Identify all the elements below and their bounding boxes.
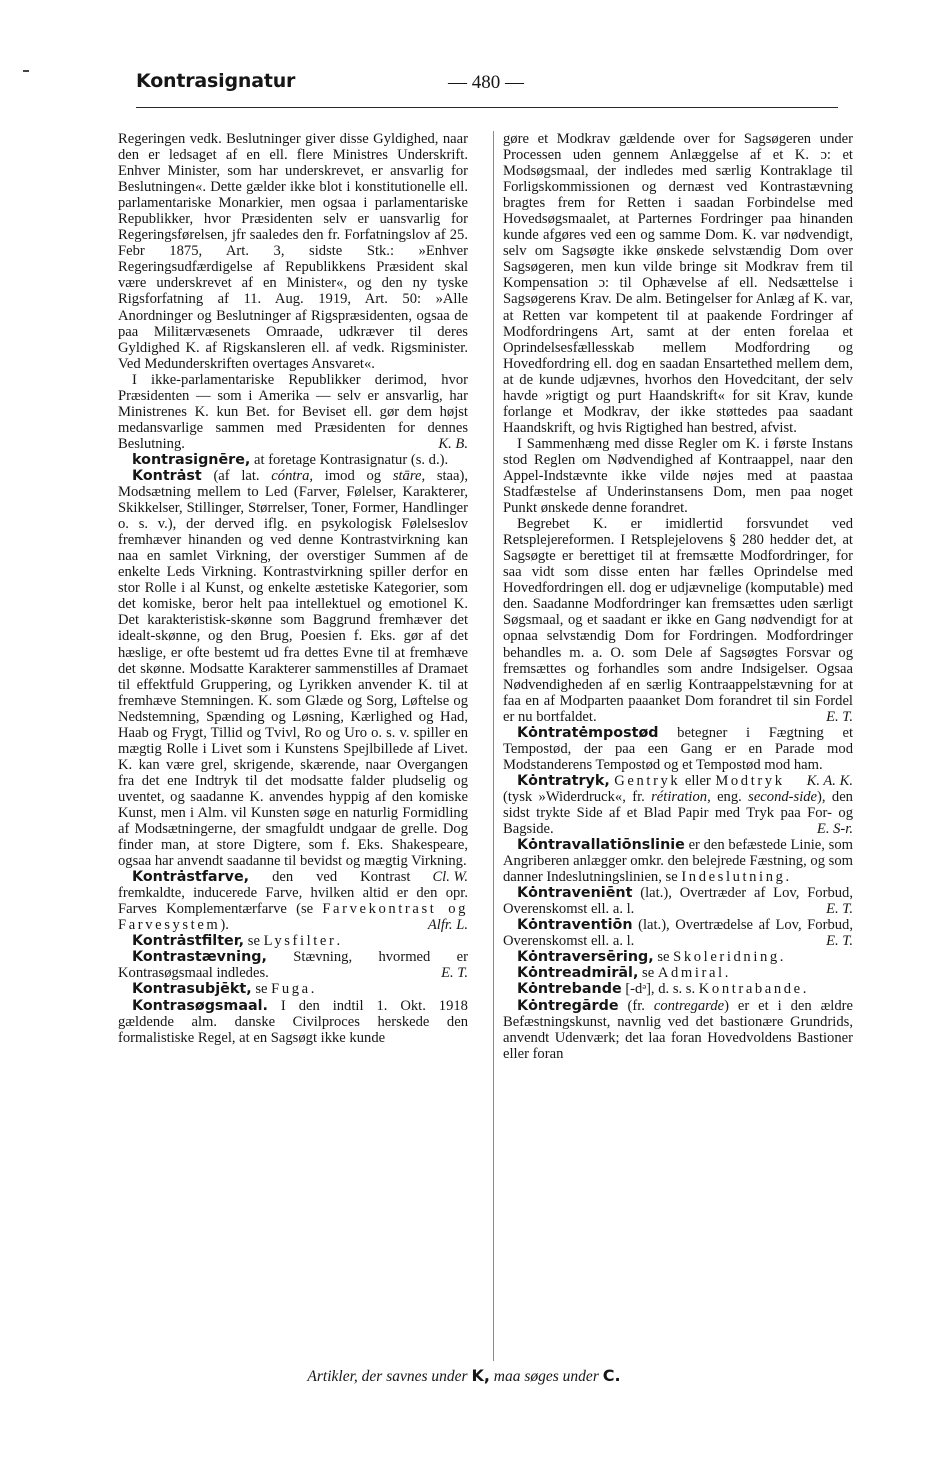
paragraph: gøre et Modkrav gældende over for Sagsøgeren under Processen uden gennem Anlæggelse af et K. ɔ: et Modsøgsmaal, der indledes med særlig Kontraklage til Forligskommissionen og dernæst ved Kontrastævning bragtes frem for Retten i saadan Forbindelse med Hovedsøgsmaalet, at Parternes Fordringer paa hinanden kunde afgøres ved een og samme Dom. K. var nødvendigt, selv om Sagsøgte ikke ønskede selvstændig Dom over Sagsøgeren, men kun vilde bringe sit Modkrav frem til Kompensation ɔ: til Ophævelse af ell. Nedsættelse i Sagsøgerens Krav. De alm. Betingelser for Anlæg af K. var, at Retten var kompetent til at paakende Fordringer af Modfordringens Art, samt at der enten forelaa et Oprindelsesfællesskab mellem Modfordring og Hovedfordring ell. dog en saadan Ensartethed mellem dem, at de kunde udjævnes, hvorhos den Hovedcitant, der selv havde »rigtigt og purt Haandskrift« for sit Krav, kunde forlange et Modkrav, der ikke støttedes paa saadant Haandskrift, og hvis Rigtighed han bestred, afvist. [503, 131, 853, 436]
page-number: — 480 — [448, 72, 524, 93]
entry-kontravenient: Kȯntraveniēnt (lat.), Overtræder af Lov, Forbud, Overenskomst ell. a. l. E. T. [503, 885, 854, 918]
entry-kontrebande: Kȯntrebande [-dᵊ], d. s. s. Kontrabande. [517, 981, 807, 998]
author-signature: E. T. [826, 708, 853, 725]
running-head [136, 70, 838, 104]
left-column [118, 131, 468, 1046]
headword: Kȯntravallatiōnslinie [517, 837, 685, 854]
entry-kontratryk: Kȯntratryk, Gentryk eller Modtryk (tysk »Widerdruck«, fr. rétiration, eng. second-side), den sidst trykte Side af et Blad Papir med Tryk paa For- og Bagside. E. S-r. [503, 772, 853, 838]
cross-reference: Kontrabande [698, 981, 803, 998]
headword: Kontrastævning, [132, 949, 267, 966]
paragraph: Regeringen vedk. Beslutninger giver disse Gyldighed, naar den er ledsaget af en ell. flere Ministres Underskrift. Enhver Minister, som har underskrevet, er ansvarlig for Beslutningen«. Dette gælder ikke blot i konstitutionelle ell. parlamentariske Monarkier, men ogsaa i parlamentariske Republikker, hvor Præsidenten selv er uansvarlig for Regeringsførelsen, jfr saaledes den fr. Forfatningslov af 25. Febr 1875, Art. 3, sidste Stk.: »Enhver Regeringsudfærdigelse af Republikkens Præsident skal være underskrevet af en Minister«, og den ny tyske Rigsforfatning af 11. Aug. 1919, Art. 50: »Alle Anordninger og Beslutninger af Rigspræsidenten, ogsaa de paa Militærvæsenets Omraade, udkræver til deres Gyldighed K. af Rigskansleren ell. af vedk. Rigsminister. Ved Medunderskriften overtages Ansvaret«. [118, 131, 468, 372]
author-signature: Alfr. L. [427, 917, 468, 934]
entry-kontratempostod: Kȯntratėmpostød betegner i Fægtning et Tempostød, der paa een Gang er en Parade mod Modstanderens Tempostød og et Tempostød mod ham. K. A. K. [503, 724, 853, 789]
entry-kontreadmiral: Kȯntreadmirāl, se Admiral. [517, 965, 729, 982]
entry-kontraversering: Kȯntraversēring, se Skoleridning. [517, 949, 784, 966]
headword: kontrasignēre, [132, 451, 251, 468]
author-signature: E. T. [441, 965, 468, 982]
cross-reference: Farvekontrast og Farvesystem [118, 901, 468, 934]
headword: Kȯntregārde [517, 997, 619, 1014]
footer-note: Artikler, der savnes under K, maa søges under C. [307, 1366, 621, 1385]
entry-kontravallationslinie: Kȯntravallatiōnslinie er den befæstede Linie, som Angriberen anlægger omkr. den belejrede Fæstning, og som danner Indeslutningslinien, se Indeslutning. [503, 837, 853, 886]
entry-kontrasignere: kontrasignēre, at foretage Kontrasignatur (s. d.). [132, 451, 449, 468]
cross-reference: Skoleridning [673, 949, 780, 966]
author-signature: K. A. K. [806, 772, 853, 789]
headword: Kȯntratryk, [517, 772, 610, 789]
headword: Kontrasubjēkt, [132, 981, 252, 998]
cross-reference: Fuga [271, 981, 311, 998]
author-signature: E. S-r. [816, 821, 853, 838]
right-column [503, 131, 853, 1062]
headword: Kȯntratėmpostød [517, 724, 659, 741]
author-signature: K. B. [438, 435, 468, 452]
author-signature: Cl. W. [432, 869, 468, 886]
author-signature: E. T. [826, 933, 853, 950]
entry-kontrastfilter: Kontrȧstfilter, se Lysfilter. [132, 933, 341, 950]
running-head-title: Kontrasignatur [136, 70, 296, 92]
entry-kontravention: Kȯntraventiōn (lat.), Overtrædelse af Lov, Forbud, Overenskomst ell. a. l. E. T. [503, 917, 853, 950]
entry-kontrasogsmaal: Kontrasøgsmaal. I den indtil 1. Okt. 1918 gældende alm. danske Civilproces herskede den formalistiske Regel, at en Sagsøgt ikke kunde [118, 997, 468, 1046]
entry-kontrast: Kontrȧst (af lat. cóntra, imod og stāre, staa), Modsætning mellem to Led (Farver, Følelser, Karakterer, Skikkelser, Stillinger, Størrelser, Toner, Former, Handlinger o. s. v.), der derved iflg. en psykologisk Følelseslov fremhæver hinanden og ved denne Kontrastvirkning kan naa en samlet Virkning, der overstiger Summen af de enkelte Leds Virkning. Kontrastvirkning spiller derfor en stor Rolle i al Kunst, og enkelte æstetiske Kategorier, som det komiske, beror helt paa intellektuel og emotionel K. Det karakteristisk-skønne som Baggrund fremhæver det idealt-skønne, og den Brug, Poesien f. Eks. gør af det hæslige, er ofte bestemt ud fra dettes Evne til at fremhæve det skønne. Modsatte Karakterer sammenstilles af Dramaet til effektfuld Gruppering, og Lyrikken anvender K. til at fremhæve Stemningen. K. som Glæde og Sorg, Løftelse og Nedstemning, Spænding og Løsning, Kærlighed og Had, Haab og Frygt, Tillid og Tvivl, Ro og Uro o. s. v. spiller en mægtig Rolle i Livet som i Kunstens Spejlbillede af Livet. K. kan være grel, skrigende, skærende, naar Overgangen fra det ene Indtryk til det modsatte falder pludselig og uventet, og saadanne K. anvendes hyppig af den komiske Kunst, men i Alm. vil Kunsten søge en naturlig Formidling af Modsætningerne, der smagfuldt undgaar de grelle. Dog finder man, at store Digtere, som f. Eks. Shakespeare, ogsaa har anvendt saadanne til bevidst og mægtig Virkning. Cl. W. [118, 467, 469, 886]
entry-kontrastfarve: Kontrȧstfarve, den ved Kontrast fremkaldte, inducerede Farve, hvilken altid er den opr. Farves Komplementærfarve (se Farvekontrast og Farvesystem). Alfr. L. [118, 869, 468, 934]
headword: Kontrȧst [132, 467, 202, 484]
cross-reference: Lysfilter [263, 933, 337, 950]
headword: Kȯntraversēring, [517, 949, 654, 966]
headword: Kȯntrebande [517, 981, 622, 998]
headword: Kontrasøgsmaal. [132, 997, 268, 1014]
headword: Kȯntraveniēnt [517, 885, 633, 902]
headword: Kontrȧstfarve, [132, 869, 250, 886]
margin-mark [23, 70, 29, 72]
header-rule [136, 107, 838, 108]
headword: Kȯntraventiōn [517, 917, 633, 934]
cross-reference: Indeslutning [681, 869, 786, 886]
author-signature: E. T. [826, 901, 853, 918]
headword: Kȯntreadmirāl, [517, 965, 639, 982]
paragraph: I Sammenhæng med disse Regler om K. i første Instans stod Reglen om Nødvendighed af Kontraappel, naar den Appel-Indstævnte ikke vilde nøjes med at paastaa Stadfæstelse af Underinstansens Dom, men paa noget Punkt ønskede denne forandret. [503, 435, 853, 517]
paragraph: I ikke-parlamentariske Republikker derimod, hvor Præsidenten — som i Amerika — selv er ansvarlig, har Ministrenes K. kun Bet. for Beviset ell. gør dem højst medansvarlige sammen med Præsidenten for dennes Beslutning. K. B. [118, 371, 468, 452]
paragraph: Begrebet K. er imidlertid forsvundet ved Retsplejereformen. I Retsplejelovens § 280 hedder det, at Sagsøgte er berettiget til at fremsætte Modfordringer, for saa vidt som disse enten har fælles Oprindelse med Hovedfordringen ell. dog er udjævnelige (komputable) med den. Saadanne Modfordringer kan fremsættes uden særligt Søgsmaal, og et saadant er ikke en Gang nødvendigt for at opnaa selvstændig Dom for Fordringen. Modfordringer behandles m. a. O. som Dele af Sagsøgtes Forsvar og fremsættes og forhandles som andre Indsigelser. Ogsaa Nødvendigheden af en særlig Kontraappelstævning for at faa en af Modparten paaanket Dom forandret til sin Fordel er nu bortfaldet. E. T. [503, 516, 853, 725]
entry-kontregarde: Kȯntregārde (fr. contregarde) er et i den ældre Befæstningskunst, navnlig ved det bastionære Grundrids, anvendt Udenværk; det laa foran Hovedvoldens Bastioner eller foran [503, 997, 853, 1062]
entry-kontrasubjekt: Kontrasubjēkt, se Fuga. [132, 981, 315, 998]
entry-kontrastaevning: Kontrastævning, Stævning, hvormed er Kontrasøgsmaal indledes. E. T. [118, 949, 468, 982]
column-divider [493, 131, 494, 1361]
cross-reference: Admiral [657, 965, 725, 982]
headword: Kontrȧstfilter, [132, 933, 245, 950]
